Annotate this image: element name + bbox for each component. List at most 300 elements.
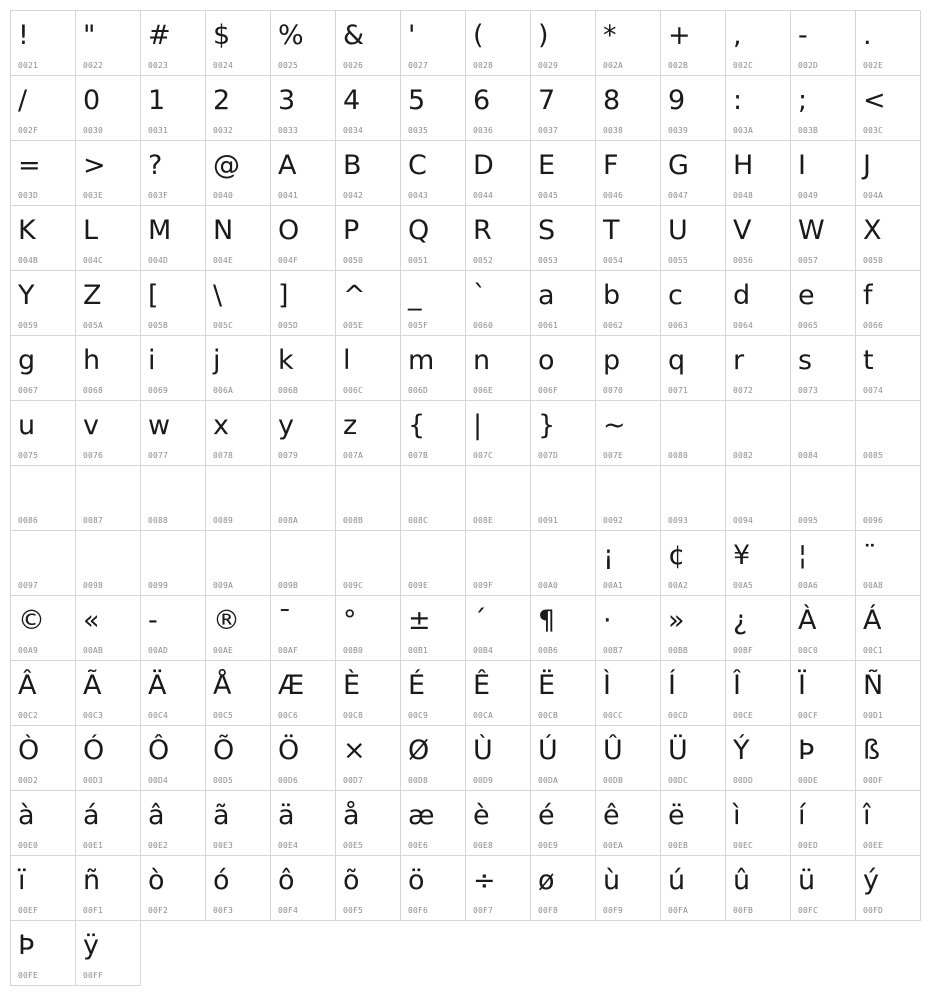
glyph-cell: [725, 140, 791, 206]
glyph-character: 3: [278, 85, 296, 116]
glyph-character: 2: [213, 85, 231, 116]
glyph-character: c: [668, 280, 683, 311]
glyph-character: D: [473, 150, 494, 181]
glyph-cell: [725, 660, 791, 726]
glyph-character: 7: [538, 85, 556, 116]
glyph-cell: [75, 595, 141, 661]
codepoint-label: 007C: [473, 451, 494, 460]
glyph-character: Ñ: [863, 670, 884, 701]
glyph-character: +: [668, 20, 691, 51]
glyph-cell: [140, 530, 206, 596]
codepoint-label: 0070: [603, 386, 624, 395]
codepoint-label: 00B4: [473, 646, 494, 655]
glyph-cell: [855, 335, 921, 401]
codepoint-label: 00DC: [668, 776, 689, 785]
glyph-cell: [400, 270, 466, 336]
codepoint-label: 00E1: [83, 841, 104, 850]
codepoint-label: 002C: [733, 61, 754, 70]
glyph-character: }: [538, 410, 556, 441]
codepoint-label: 00D5: [213, 776, 234, 785]
codepoint-label: 00D1: [863, 711, 884, 720]
glyph-character: Ê: [473, 670, 491, 701]
glyph-cell: [530, 855, 596, 921]
codepoint-label: 00EF: [18, 906, 39, 915]
glyph-character: ¥: [733, 540, 751, 571]
glyph-cell: [855, 790, 921, 856]
glyph-cell: [465, 335, 531, 401]
glyph-cell: [205, 660, 271, 726]
glyph-character: ñ: [83, 865, 101, 896]
codepoint-label: 0043: [408, 191, 429, 200]
codepoint-label: 00B1: [408, 646, 429, 655]
glyph-character: x: [213, 410, 229, 441]
glyph-character: ¡: [603, 540, 614, 571]
glyph-cell: [790, 335, 856, 401]
glyph-cell: [335, 855, 401, 921]
glyph-cell: [10, 465, 76, 531]
glyph-cell: [400, 140, 466, 206]
codepoint-label: 00FD: [863, 906, 884, 915]
glyph-cell: [660, 140, 726, 206]
glyph-character: M: [148, 215, 172, 246]
codepoint-label: 00D2: [18, 776, 39, 785]
glyph-character: ,: [733, 20, 742, 51]
codepoint-label: 00A2: [668, 581, 689, 590]
glyph-cell: [595, 335, 661, 401]
glyph-cell: [660, 400, 726, 466]
codepoint-label: 00F5: [343, 906, 364, 915]
glyph-character: ã: [213, 800, 230, 831]
codepoint-label: 0052: [473, 256, 494, 265]
glyph-cell: [660, 465, 726, 531]
codepoint-label: 0066: [863, 321, 884, 330]
codepoint-label: 0059: [18, 321, 39, 330]
glyph-character: O: [278, 215, 300, 246]
codepoint-label: 0062: [603, 321, 624, 330]
glyph-character: q: [668, 345, 686, 376]
glyph-cell: [75, 530, 141, 596]
glyph-cell: [725, 855, 791, 921]
codepoint-label: 00F1: [83, 906, 104, 915]
codepoint-label: 00A8: [863, 581, 884, 590]
glyph-character: w: [148, 410, 171, 441]
codepoint-label: 006F: [538, 386, 559, 395]
glyph-cell: [530, 140, 596, 206]
glyph-cell: [790, 725, 856, 791]
codepoint-label: 00A9: [18, 646, 39, 655]
glyph-character: r: [733, 345, 745, 376]
codepoint-label: 0044: [473, 191, 494, 200]
glyph-character: 9: [668, 85, 686, 116]
glyph-cell: [660, 205, 726, 271]
glyph-cell: [270, 140, 336, 206]
codepoint-label: 00DF: [863, 776, 884, 785]
glyph-character: W: [798, 215, 825, 246]
glyph-cell: [790, 400, 856, 466]
codepoint-label: 005C: [213, 321, 234, 330]
glyph-character: í: [798, 800, 806, 831]
glyph-character: K: [18, 215, 36, 246]
codepoint-label: 00C9: [408, 711, 429, 720]
glyph-cell: [855, 400, 921, 466]
glyph-cell: [530, 595, 596, 661]
codepoint-label: 0072: [733, 386, 754, 395]
glyph-character: ": [83, 20, 96, 51]
glyph-character: U: [668, 215, 688, 246]
glyph-cell: [465, 205, 531, 271]
glyph-character: \: [213, 280, 223, 311]
codepoint-label: 0047: [668, 191, 689, 200]
glyph-character: ¢: [668, 540, 686, 571]
codepoint-label: 005D: [278, 321, 299, 330]
glyph-cell: [725, 465, 791, 531]
glyph-cell: [270, 660, 336, 726]
codepoint-label: 003C: [863, 126, 884, 135]
glyph-character: -: [798, 20, 808, 51]
glyph-cell: [530, 270, 596, 336]
glyph-cell: [855, 660, 921, 726]
glyph-cell: [10, 205, 76, 271]
glyph-character: ê: [603, 800, 620, 831]
glyph-cell: [660, 10, 726, 76]
codepoint-label: 0091: [538, 516, 559, 525]
codepoint-label: 0064: [733, 321, 754, 330]
glyph-cell: [725, 205, 791, 271]
codepoint-label: 003B: [798, 126, 819, 135]
glyph-character: !: [18, 20, 29, 51]
glyph-cell: [790, 140, 856, 206]
glyph-cell: [335, 595, 401, 661]
glyph-character: ·: [603, 605, 612, 636]
codepoint-label: 00AE: [213, 646, 234, 655]
glyph-character: Ø: [408, 735, 430, 766]
codepoint-label: 0094: [733, 516, 754, 525]
glyph-cell: [205, 205, 271, 271]
glyph-character: s: [798, 345, 813, 376]
glyph-character: Å: [213, 670, 232, 701]
glyph-cell: [595, 400, 661, 466]
glyph-cell: [75, 790, 141, 856]
codepoint-label: 00CB: [538, 711, 559, 720]
glyph-character: R: [473, 215, 492, 246]
codepoint-label: 0079: [278, 451, 299, 460]
glyph-character: ¯: [278, 605, 292, 636]
glyph-cell: [465, 465, 531, 531]
glyph-cell: [270, 205, 336, 271]
glyph-cell: [595, 205, 661, 271]
glyph-cell: [75, 465, 141, 531]
glyph-cell: [140, 400, 206, 466]
codepoint-label: 004F: [278, 256, 299, 265]
glyph-cell: [855, 140, 921, 206]
glyph-cell: [140, 140, 206, 206]
glyph-character: S: [538, 215, 556, 246]
glyph-cell: [725, 270, 791, 336]
codepoint-label: 00D6: [278, 776, 299, 785]
codepoint-label: 00DD: [733, 776, 754, 785]
codepoint-label: 005A: [83, 321, 104, 330]
codepoint-label: 0068: [83, 386, 104, 395]
codepoint-label: 00F6: [408, 906, 429, 915]
codepoint-label: 0042: [343, 191, 364, 200]
glyph-cell: [855, 595, 921, 661]
glyph-cell: [595, 725, 661, 791]
glyph-character: ¿: [733, 605, 748, 636]
codepoint-label: 0093: [668, 516, 689, 525]
glyph-cell: [270, 855, 336, 921]
glyph-cell: [855, 205, 921, 271]
codepoint-label: 00C5: [213, 711, 234, 720]
glyph-character: ß: [863, 735, 881, 766]
glyph-character: Ù: [473, 735, 493, 766]
codepoint-label: 0097: [18, 581, 39, 590]
codepoint-label: 002B: [668, 61, 689, 70]
codepoint-label: 0063: [668, 321, 689, 330]
glyph-cell: [335, 10, 401, 76]
glyph-cell: [530, 725, 596, 791]
glyph-cell: [465, 725, 531, 791]
glyph-cell: [790, 270, 856, 336]
codepoint-label: 00C1: [863, 646, 884, 655]
glyph-cell: [75, 140, 141, 206]
codepoint-label: 0036: [473, 126, 494, 135]
glyph-cell: [205, 75, 271, 141]
codepoint-label: 0060: [473, 321, 494, 330]
codepoint-label: 007A: [343, 451, 364, 460]
glyph-cell: [660, 855, 726, 921]
glyph-cell: [205, 725, 271, 791]
glyph-cell: [465, 660, 531, 726]
glyph-cell: [855, 725, 921, 791]
codepoint-label: 00DA: [538, 776, 559, 785]
codepoint-label: 004D: [148, 256, 169, 265]
glyph-cell: [790, 595, 856, 661]
glyph-cell: [10, 400, 76, 466]
glyph-grid: [10, 10, 920, 985]
codepoint-label: 00DB: [603, 776, 624, 785]
glyph-character: ô: [278, 865, 295, 896]
glyph-character: N: [213, 215, 234, 246]
glyph-character: u: [18, 410, 36, 441]
glyph-character: >: [83, 150, 106, 181]
codepoint-label: 0092: [603, 516, 624, 525]
glyph-cell: [465, 855, 531, 921]
glyph-cell: [595, 530, 661, 596]
glyph-cell: [140, 205, 206, 271]
glyph-character: ý: [863, 865, 879, 896]
glyph-cell: [465, 140, 531, 206]
glyph-cell: [725, 400, 791, 466]
codepoint-label: 00D9: [473, 776, 494, 785]
glyph-character: m: [408, 345, 435, 376]
glyph-character: _: [408, 280, 422, 311]
glyph-cell: [205, 530, 271, 596]
glyph-character: =: [18, 150, 41, 181]
glyph-character: G: [668, 150, 689, 181]
glyph-character: %: [278, 20, 304, 51]
codepoint-label: 0088: [148, 516, 169, 525]
codepoint-label: 0073: [798, 386, 819, 395]
glyph-character: ®: [213, 605, 240, 636]
glyph-cell: [270, 75, 336, 141]
codepoint-label: 00C2: [18, 711, 39, 720]
glyph-cell: [465, 75, 531, 141]
codepoint-label: 002E: [863, 61, 884, 70]
codepoint-label: 005F: [408, 321, 429, 330]
glyph-cell: [10, 660, 76, 726]
glyph-cell: [790, 790, 856, 856]
glyph-cell: [400, 725, 466, 791]
codepoint-label: 00FF: [83, 971, 104, 980]
codepoint-label: 0082: [733, 451, 754, 460]
codepoint-label: 00FA: [668, 906, 689, 915]
codepoint-label: 00F3: [213, 906, 234, 915]
glyph-cell: [140, 595, 206, 661]
glyph-cell: [400, 400, 466, 466]
glyph-character: `: [473, 280, 487, 311]
codepoint-label: 0099: [148, 581, 169, 590]
glyph-character: |: [473, 410, 483, 441]
glyph-character: ¶: [538, 605, 556, 636]
codepoint-label: 00EE: [863, 841, 884, 850]
glyph-cell: [530, 75, 596, 141]
codepoint-label: 00E6: [408, 841, 429, 850]
glyph-character: Ë: [538, 670, 556, 701]
glyph-character: Õ: [213, 735, 235, 766]
codepoint-label: 008C: [408, 516, 429, 525]
codepoint-label: 00CA: [473, 711, 494, 720]
glyph-character: »: [668, 605, 685, 636]
codepoint-label: 006A: [213, 386, 234, 395]
codepoint-label: 0040: [213, 191, 234, 200]
codepoint-label: 0050: [343, 256, 364, 265]
glyph-cell: [595, 10, 661, 76]
glyph-character: A: [278, 150, 297, 181]
glyph-character: h: [83, 345, 101, 376]
glyph-character: ï: [18, 865, 26, 896]
glyph-cell: [855, 270, 921, 336]
glyph-cell: [335, 400, 401, 466]
glyph-cell: [400, 10, 466, 76]
glyph-cell: [465, 270, 531, 336]
codepoint-label: 009F: [473, 581, 494, 590]
glyph-character: X: [863, 215, 882, 246]
codepoint-label: 0086: [18, 516, 39, 525]
glyph-cell: [725, 725, 791, 791]
glyph-cell: [75, 400, 141, 466]
glyph-cell: [10, 270, 76, 336]
glyph-cell: [270, 790, 336, 856]
glyph-cell: [10, 725, 76, 791]
glyph-character: °: [343, 605, 357, 636]
glyph-cell: [10, 75, 76, 141]
codepoint-label: 0061: [538, 321, 559, 330]
codepoint-label: 00FC: [798, 906, 819, 915]
codepoint-label: 0080: [668, 451, 689, 460]
glyph-character: j: [213, 345, 221, 376]
glyph-cell: [140, 10, 206, 76]
glyph-cell: [205, 855, 271, 921]
glyph-character: l: [343, 345, 351, 376]
glyph-cell: [465, 790, 531, 856]
glyph-character: T: [603, 215, 620, 246]
glyph-character: Ò: [18, 735, 40, 766]
glyph-character: P: [343, 215, 360, 246]
glyph-character: [: [148, 280, 159, 311]
glyph-cell: [270, 10, 336, 76]
glyph-character: (: [473, 20, 484, 51]
glyph-cell: [790, 855, 856, 921]
glyph-cell: [205, 595, 271, 661]
glyph-cell: [335, 725, 401, 791]
codepoint-label: 009A: [213, 581, 234, 590]
glyph-cell: [400, 465, 466, 531]
glyph-character: $: [213, 20, 231, 51]
glyph-cell: [140, 465, 206, 531]
glyph-cell: [140, 660, 206, 726]
glyph-cell: [725, 595, 791, 661]
codepoint-label: 0033: [278, 126, 299, 135]
glyph-cell: [75, 75, 141, 141]
glyph-cell: [335, 660, 401, 726]
glyph-cell: [400, 530, 466, 596]
glyph-character: &: [343, 20, 365, 51]
glyph-cell: [725, 335, 791, 401]
glyph-character: ': [408, 20, 416, 51]
glyph-character: Ý: [733, 735, 750, 766]
glyph-cell: [335, 530, 401, 596]
codepoint-label: 00EC: [733, 841, 754, 850]
codepoint-label: 0058: [863, 256, 884, 265]
glyph-cell: [140, 790, 206, 856]
glyph-character: <: [863, 85, 886, 116]
glyph-character: /: [18, 85, 28, 116]
glyph-character: ÿ: [83, 930, 99, 961]
codepoint-label: 0045: [538, 191, 559, 200]
glyph-cell: [725, 530, 791, 596]
codepoint-label: 0096: [863, 516, 884, 525]
glyph-character: Y: [18, 280, 35, 311]
glyph-cell: [530, 10, 596, 76]
glyph-cell: [595, 790, 661, 856]
glyph-cell: [140, 270, 206, 336]
codepoint-label: 00FE: [18, 971, 39, 980]
codepoint-label: 009B: [278, 581, 299, 590]
codepoint-label: 0051: [408, 256, 429, 265]
glyph-cell: [75, 335, 141, 401]
glyph-cell: [790, 205, 856, 271]
codepoint-label: 0038: [603, 126, 624, 135]
glyph-character: #: [148, 20, 171, 51]
glyph-cell: [10, 140, 76, 206]
glyph-cell: [75, 920, 141, 986]
glyph-character: v: [83, 410, 99, 441]
glyph-cell: [205, 335, 271, 401]
glyph-cell: [205, 270, 271, 336]
glyph-character: :: [733, 85, 743, 116]
glyph-cell: [465, 530, 531, 596]
glyph-cell: [10, 855, 76, 921]
glyph-cell: [660, 660, 726, 726]
glyph-character: ×: [343, 735, 366, 766]
codepoint-label: 0067: [18, 386, 39, 395]
glyph-character: Ö: [278, 735, 300, 766]
glyph-character: {: [408, 410, 426, 441]
glyph-cell: [205, 400, 271, 466]
glyph-character: õ: [343, 865, 360, 896]
glyph-character: ë: [668, 800, 685, 831]
glyph-cell: [400, 205, 466, 271]
